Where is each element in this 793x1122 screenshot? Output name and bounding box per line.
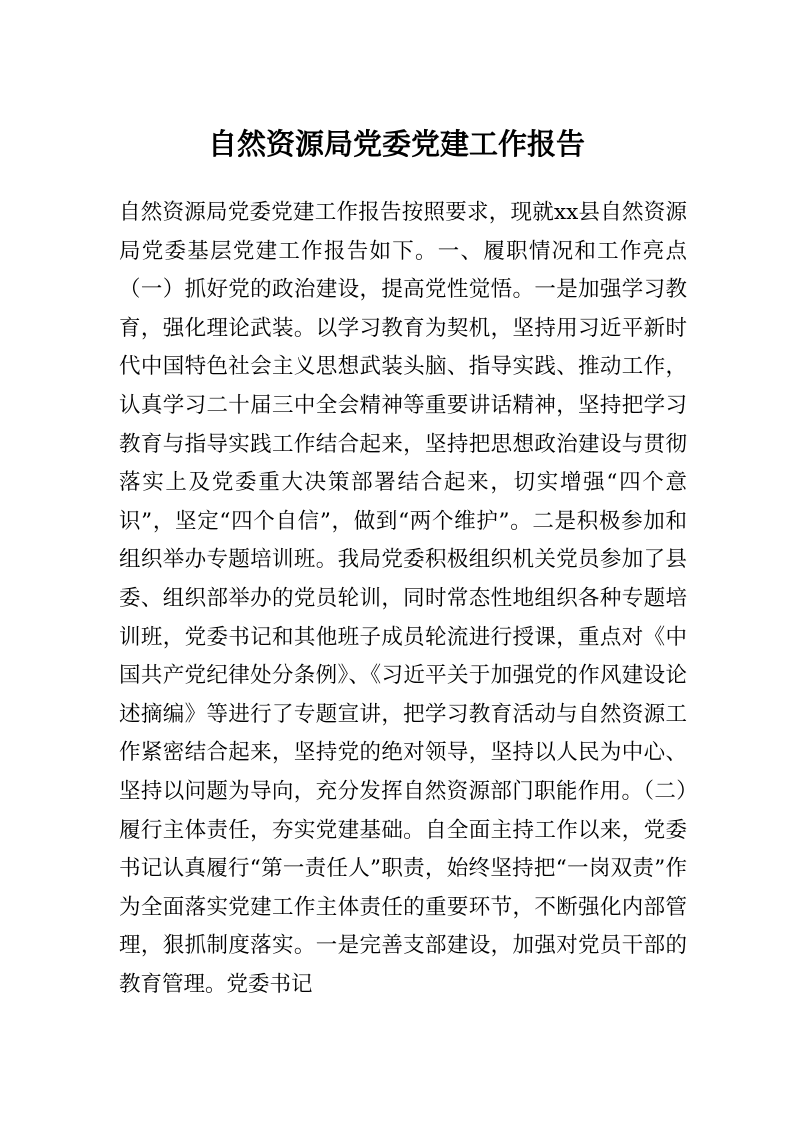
document-body-paragraph: 自然资源局党委党建工作报告按照要求，现就xx县自然资源局党委基层党建工作报告如下。一、履职情况和工作亮点（一）抓好党的政治建设，提高党性觉悟。一是加强学习教育，强化理论武装。以学习教育为契机，坚持用习近平新时代中国特色社会主义思想武装头脑、指导实践、推动工作，认真学习二十届三中全会精神等重要讲话精神，坚持把学习教育与指导实践工作结合起来，坚持把思想政治建设与贯彻落实上及党委重大决策部署结合起来，切实增强“四个意识”，坚定“四个自信”，做到“两个维护”。二是积极参加和组织举办专题培训班。我局党委积极组织机关党员参加了县委、组织部举办的党员轮训，同时常态性地组织各种专题培训班，党委书记和其他班子成员轮流进行授课，重点对《中国共产党纪律处分条例》、《习近平关于加强党的作风建设论述摘编》等进行了专题宣讲，把学习教育活动与自然资源工作紧密结合起来，坚持党的绝对领导，坚持以人民为中心、坚持以问题为导向，充分发挥自然资源部门职能作用。（二）履行主体责任，夯实党建基础。自全面主持工作以来，党委书记认真履行“第一责任人”职责，始终坚持把“一岗双责”作为全面落实党建工作主体责任的重要环节，不断强化内部管理，狠抓制度落实。一是完善支部建设，加强对党员干部的教育管理。党委书记 (119, 200, 687, 997)
document-title: 自然资源局党委党建工作报告 (207, 127, 585, 161)
